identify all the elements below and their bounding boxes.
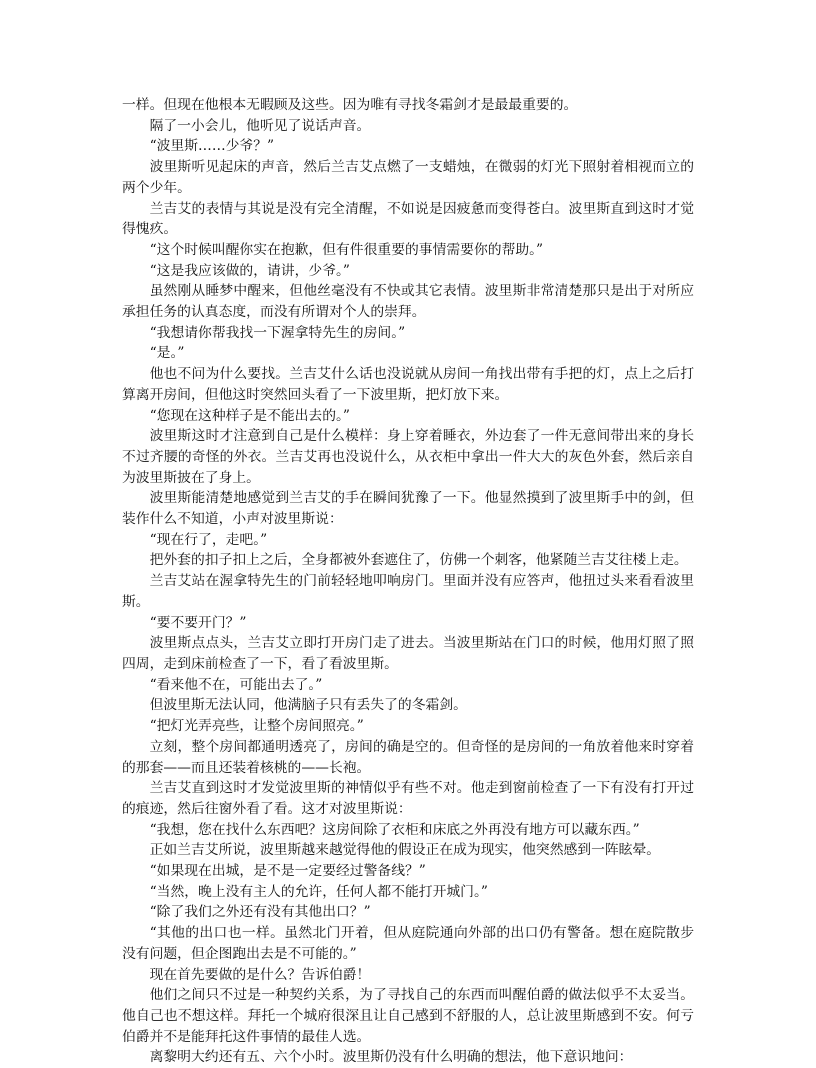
paragraph: “看来他不在，可能出去了。” (149, 676, 323, 693)
paragraph: 波里斯点点头，兰吉艾立即打开房门走了进去。当波里斯站在门口的时候，他用灯照了照四周，走到床前检查了一下，看了看波里斯。 (122, 635, 694, 672)
paragraph: “除了我们之外还有没有其他出口？” (149, 904, 371, 921)
paragraph: “我想请你帮我找一下渥拿特先生的房间。” (149, 324, 406, 341)
paragraph: 他也不问为什么要找。兰吉艾什么话也没说就从房间一角找出带有手把的灯，点上之后打算离开房间，但他这时突然回头看了一下波里斯，把灯放下来。 (122, 366, 694, 403)
paragraph: “把灯光弄亮些，让整个房间照亮。” (149, 718, 364, 735)
paragraph: “您现在这种样子是不能出去的。” (149, 407, 350, 424)
paragraph: “这是我应该做的，请讲，少爷。” (149, 262, 350, 279)
paragraph: 波里斯能清楚地感觉到兰吉艾的手在瞬间犹豫了一下。他显然摸到了波里斯手中的剑，但装作什么不知道，小声对波里斯说： (122, 490, 694, 528)
paragraph: 立刻，整个房间都通明透亮了，房间的确是空的。但奇怪的是房间的一角放着他来时穿着的那套——而且还装着核桃的——长袍。 (122, 738, 694, 776)
paragraph: “这个时候叫醒你实在抱歉，但有件很重要的事情需要你的帮助。” (149, 241, 544, 258)
document-page (122, 95, 694, 1068)
paragraph: “如果现在出城，是不是一定要经过警备线？” (149, 863, 426, 880)
paragraph: 把外套的扣子扣上之后，全身都被外套遮住了，仿佛一个刺客，他紧随兰吉艾往楼上走。 (149, 552, 688, 569)
paragraph: 一样。但现在他根本无暇顾及这些。因为唯有寻找冬霜剑才是最最重要的。 (122, 97, 578, 113)
paragraph: 虽然刚从睡梦中醒来，但他丝毫没有不快或其它表情。波里斯非常清楚那只是出于对所应承担任务的认真态度，而没有所谓对个人的崇拜。 (122, 283, 694, 321)
paragraph: “我想，您在找什么东西吧？这房间除了衣柜和床底之外再没有地方可以藏东西。” (149, 821, 640, 838)
paragraph: 兰吉艾的表情与其说是没有完全清醒，不如说是因疲惫而变得苍白。波里斯直到这时才觉得愧疚。 (122, 200, 694, 238)
paragraph: “要不要开门？” (149, 614, 247, 631)
paragraph: 但波里斯无法认同，他满脑子只有丢失了的冬霜剑。 (149, 697, 467, 714)
paragraph: “当然，晚上没有主人的允许，任何人都不能打开城门。” (149, 883, 488, 900)
paragraph: 波里斯听见起床的声音，然后兰吉艾点燃了一支蜡烛，在微弱的灯光下照射着相视而立的两个少年。 (122, 159, 694, 196)
paragraph: 隔了一小会儿，他听见了说话声音。 (149, 117, 371, 134)
paragraph: 正如兰吉艾所说，波里斯越来越觉得他的假设正在成为现实，他突然感到一阵眩晕。 (149, 842, 661, 859)
paragraph: “波里斯……少爷？” (149, 138, 275, 155)
paragraph: “现在行了，走吧。” (149, 531, 268, 548)
paragraph: 离黎明大约还有五、六个小时。波里斯仍没有什么明确的想法，他下意识地问： (149, 1049, 633, 1066)
paragraph: “是。” (149, 345, 185, 362)
paragraph: 波里斯这时才注意到自己是什么模样：身上穿着睡衣，外边套了一件无意间带出来的身长不过齐腰的奇怪的外衣。兰吉艾再也没说什么，从衣柜中拿出一件大大的灰色外套，然后亲自为波里斯披在了身上。 (122, 428, 694, 486)
paragraph: 他们之间只不过是一种契约关系，为了寻找自己的东西而叫醒伯爵的做法似乎不太妥当。他自己也不想这样。拜托一个城府很深且让自己感到不舒服的人，总让波里斯感到不安。何亏伯爵并不是能拜托这件事情的最佳人选。 (122, 987, 694, 1045)
paragraph: 兰吉艾站在渥拿特先生的门前轻轻地叩响房门。里面并没有应答声，他扭过头来看看波里斯。 (122, 573, 694, 610)
paragraph: 现在首先要做的是什么？告诉伯爵！ (149, 966, 371, 983)
paragraph: “其他的出口也一样。虽然北门开着，但从庭院通向外部的出口仍有警备。想在庭院散步没有问题，但企图跑出去是不可能的。” (122, 925, 694, 962)
paragraph: 兰吉艾直到这时才发觉波里斯的神情似乎有些不对。他走到窗前检查了一下有没有打开过的痕迹，然后往窗外看了看。这才对波里斯说： (122, 780, 694, 817)
